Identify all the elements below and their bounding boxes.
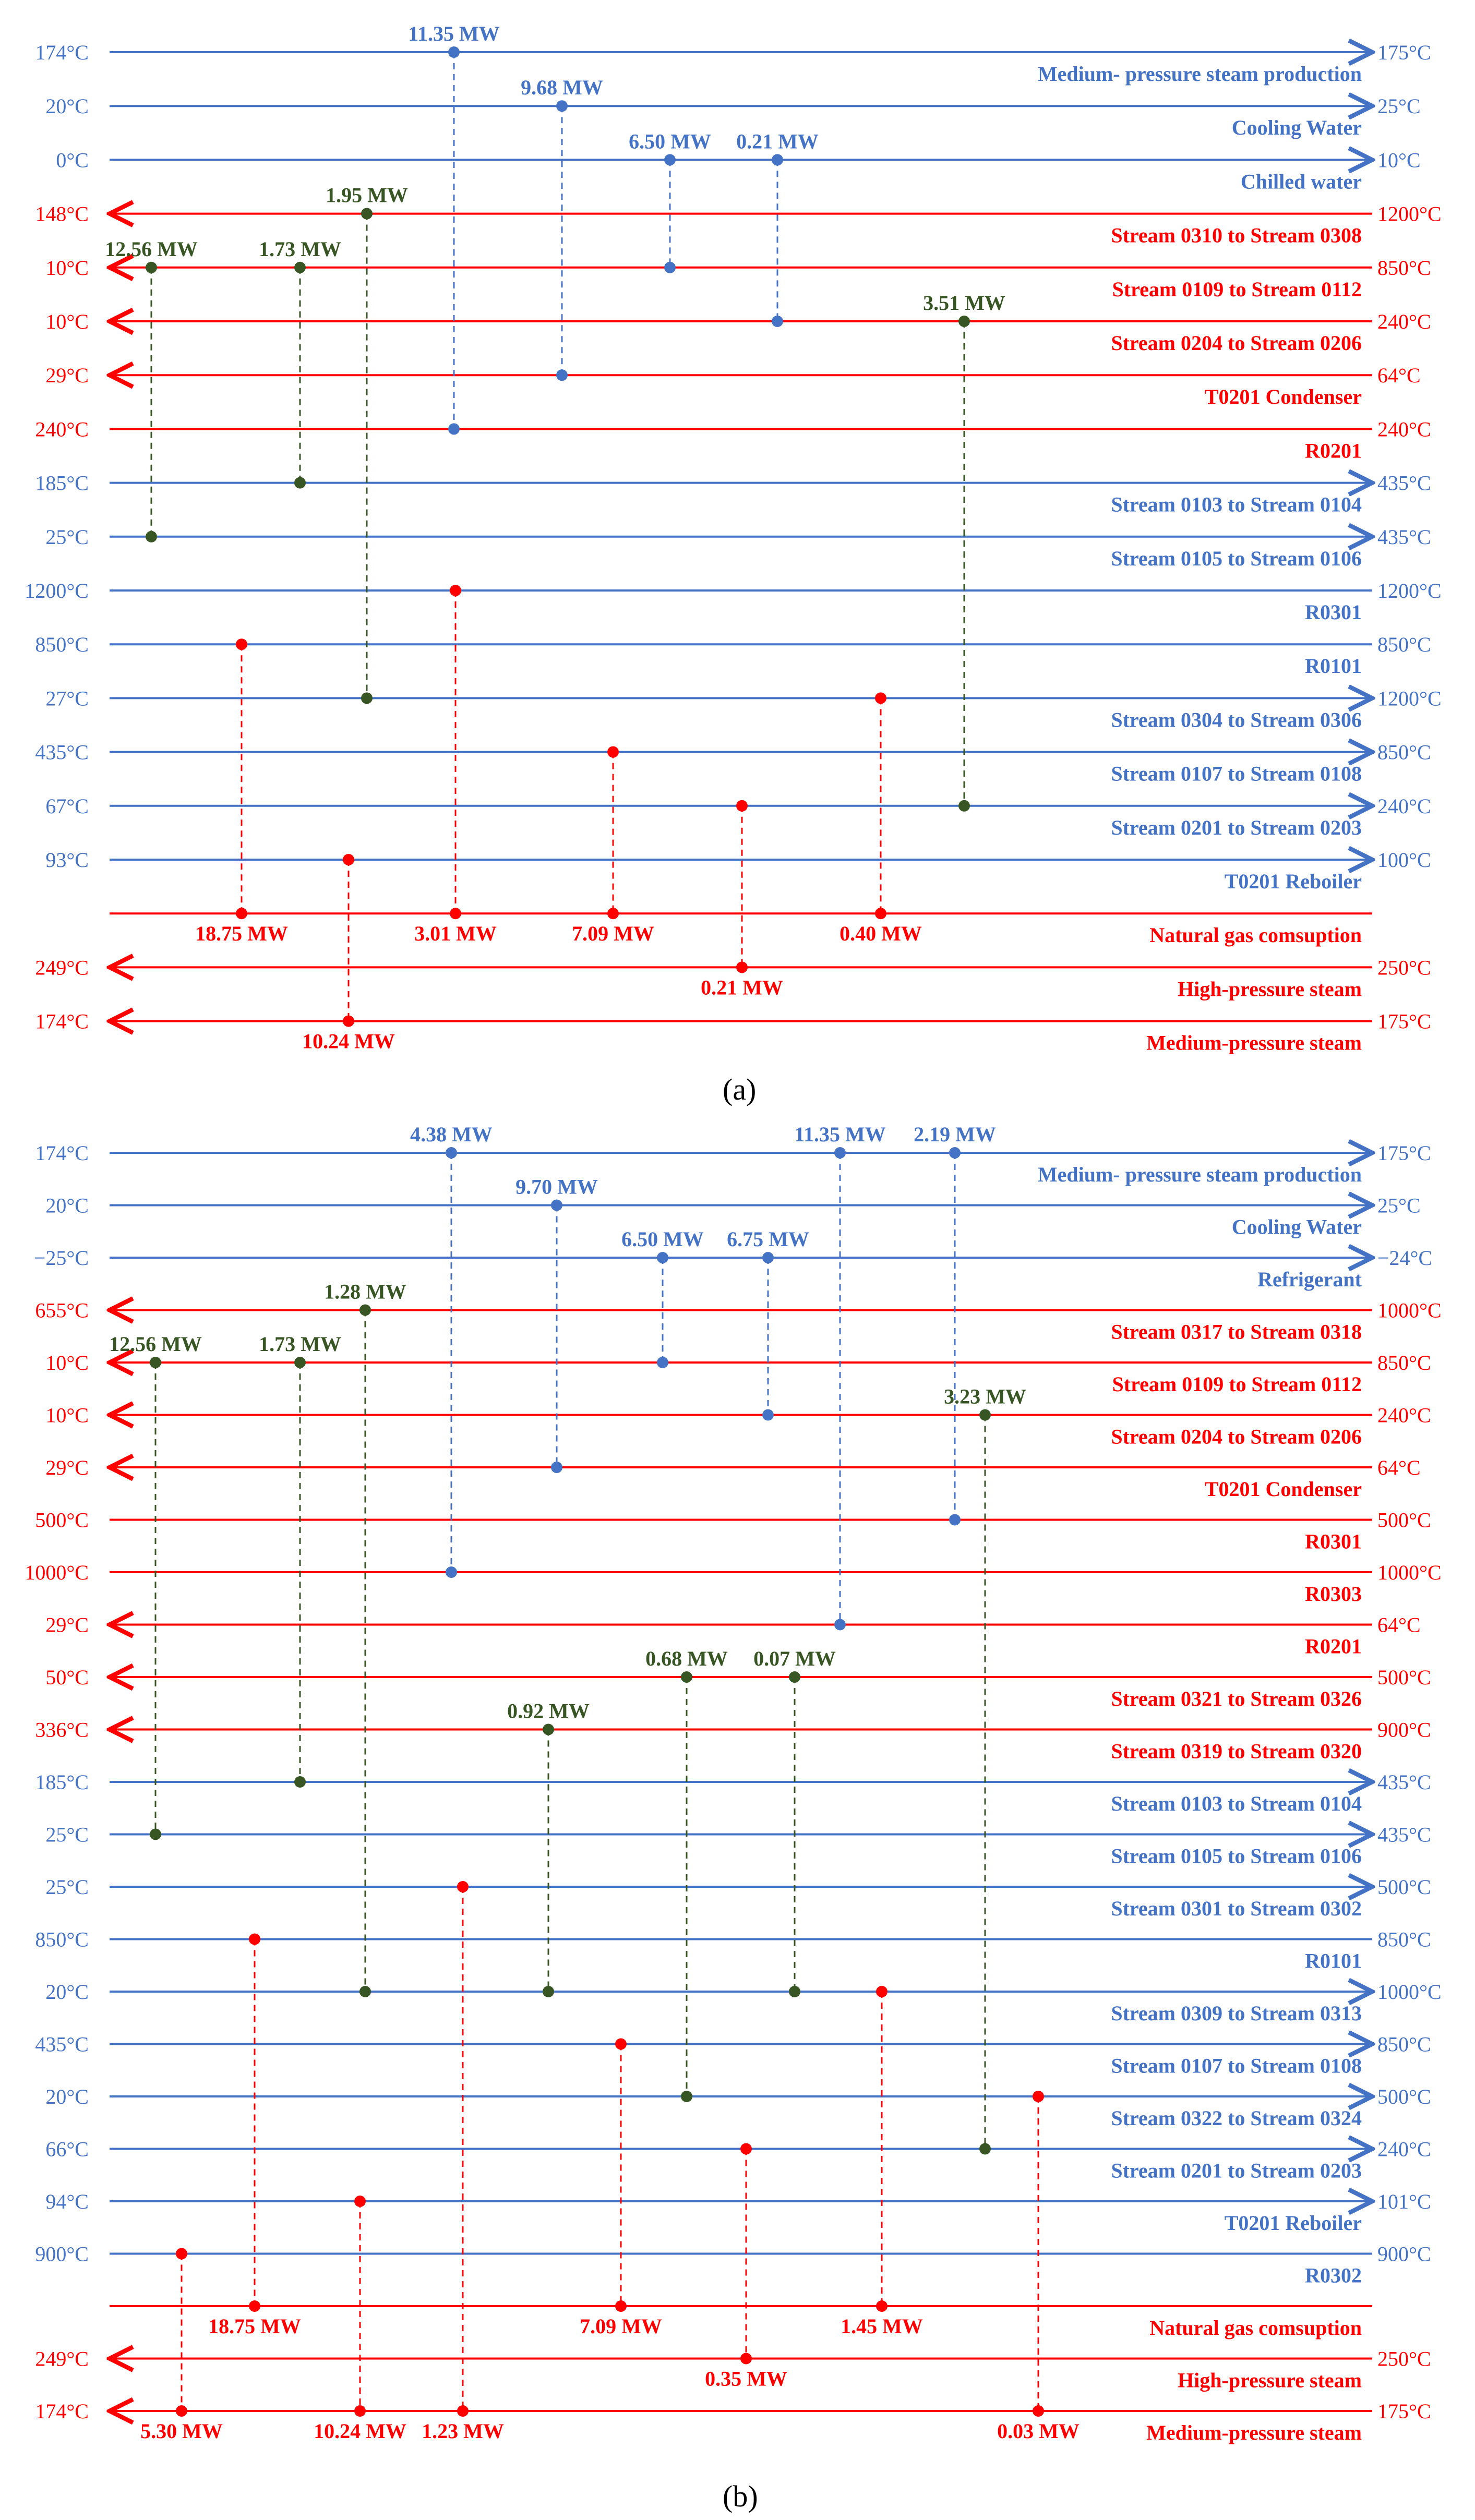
stream-name: Medium- pressure steam production [1037,1163,1362,1186]
heat-duty-label: 0.07 MW [753,1647,836,1670]
stream-inlet-temp: 249°C [35,956,89,980]
heat-duty-label: 9.70 MW [515,1175,598,1199]
heat-duty-label: 0.03 MW [997,2419,1080,2443]
stream-inlet-temp: 240°C [35,417,89,441]
stream-outlet-temp: 1000°C [1377,1298,1442,1322]
match-dot [740,2353,752,2365]
panel-a [25,22,1441,1055]
match-dot [249,2300,260,2312]
match-dot [551,1200,562,1211]
match-dot [681,1671,692,1683]
stream-inlet-temp: 10°C [45,1351,89,1374]
stream-outlet-temp: 500°C [1377,1508,1431,1532]
match-dot [450,908,461,919]
stream-name: Stream 0103 to Stream 0104 [1111,492,1362,516]
match-dot [556,369,568,381]
heat-duty-label: 18.75 MW [208,2314,301,2338]
stream-name: R0302 [1305,2263,1362,2287]
stream-inlet-temp: 1200°C [25,579,89,602]
stream-inlet-temp: 93°C [45,848,89,872]
stream-inlet-temp: 10°C [45,256,89,280]
match-dot [361,208,373,220]
match-dot [176,2248,187,2260]
stream-inlet-temp: 174°C [35,1009,89,1033]
stream-outlet-temp: 240°C [1377,417,1431,441]
stream-outlet-temp: 850°C [1377,1927,1431,1951]
heat-duty-label: 6.50 MW [621,1227,704,1251]
stream-name: High-pressure steam [1178,2368,1362,2392]
match-dot [543,1724,554,1735]
stream-outlet-temp: 850°C [1377,633,1431,657]
match-dot [294,1776,306,1788]
heat-duty-label: 3.51 MW [923,291,1005,315]
match-dot [294,477,306,489]
stream-outlet-temp: 1000°C [1377,1561,1442,1584]
stream-name: R0201 [1305,439,1362,463]
match-dot [450,585,461,596]
stream-inlet-temp: 435°C [35,740,89,764]
stream-inlet-temp: 174°C [35,41,89,64]
stream-name: Medium-pressure steam [1146,1031,1362,1055]
panel-a-label: (a) [723,1072,757,1106]
match-dot [294,1357,306,1368]
stream-name: Stream 0201 to Stream 0203 [1111,815,1362,839]
stream-outlet-temp: 435°C [1377,471,1431,495]
match-dot [343,1016,354,1027]
match-dot [1033,2405,1044,2417]
stream-name: Stream 0105 to Stream 0106 [1111,1844,1362,1868]
stream-name: Stream 0322 to Stream 0324 [1111,2106,1362,2130]
stream-inlet-temp: 20°C [45,1193,89,1217]
heat-duty-label: 7.09 MW [572,922,654,946]
stream-outlet-temp: 175°C [1377,1141,1431,1165]
stream-name: R0303 [1305,1582,1362,1606]
match-dot [359,1986,371,1997]
panel-b-label: (b) [723,2479,758,2513]
stream-name: T0201 Reboiler [1224,870,1362,893]
stream-name: R0301 [1305,600,1362,624]
stream-name: Refrigerant [1257,1268,1362,1291]
stream-inlet-temp: 174°C [35,2400,89,2423]
match-dot [979,1409,991,1421]
heat-duty-label: 11.35 MW [408,22,500,45]
match-dot [740,2143,752,2155]
stream-inlet-temp: 25°C [45,525,89,549]
stream-inlet-temp: 67°C [45,794,89,818]
heat-duty-label: 11.35 MW [794,1123,886,1146]
stream-name: R0101 [1305,654,1362,678]
match-dot [354,2196,366,2207]
match-dot [736,961,748,973]
stream-name: Stream 0204 to Stream 0206 [1111,331,1362,355]
stream-name: Stream 0201 to Stream 0203 [1111,2159,1362,2183]
stream-outlet-temp: 435°C [1377,525,1431,549]
stream-outlet-temp: 100°C [1377,848,1431,872]
match-dot [736,800,748,812]
stream-outlet-temp: −24°C [1377,1246,1433,1270]
stream-name: Stream 0321 to Stream 0326 [1111,1687,1362,1710]
stream-inlet-temp: 25°C [45,1875,89,1899]
match-dot [876,1986,888,1997]
stream-outlet-temp: 175°C [1377,1009,1431,1033]
stream-outlet-temp: 1000°C [1377,1980,1442,2004]
heat-duty-label: 7.09 MW [580,2314,662,2338]
stream-inlet-temp: 20°C [45,1980,89,2004]
heat-duty-label: 1.95 MW [326,183,408,207]
heat-duty-label: 6.50 MW [629,129,711,153]
stream-inlet-temp: 435°C [35,2032,89,2056]
stream-outlet-temp: 850°C [1377,1351,1431,1374]
match-dot [359,1305,371,1316]
heat-duty-label: 4.38 MW [410,1123,493,1146]
match-dot [361,692,373,704]
stream-name: Stream 0309 to Stream 0313 [1111,2001,1362,2025]
stream-inlet-temp: 500°C [35,1508,89,1532]
stream-inlet-temp: 25°C [45,1823,89,1847]
heat-duty-label: 18.75 MW [195,922,288,946]
heat-duty-label: 1.28 MW [324,1280,406,1304]
heat-duty-label: 0.40 MW [840,922,922,946]
stream-name: Stream 0301 to Stream 0302 [1111,1897,1362,1920]
match-dot [354,2405,366,2417]
stream-name: Cooling Water [1231,116,1362,140]
stream-inlet-temp: 850°C [35,1927,89,1951]
heat-duty-label: 12.56 MW [105,237,198,261]
panel-b [25,1123,1441,2444]
stream-name: Natural gas comsuption [1149,923,1362,947]
stream-outlet-temp: 1200°C [1377,579,1442,602]
heat-duty-label: 0.21 MW [701,975,783,999]
match-dot [249,1934,260,1945]
match-dot [457,1881,469,1892]
heat-duty-label: 5.30 MW [140,2419,223,2443]
match-dot [772,316,783,327]
stream-name: Natural gas comsuption [1149,2316,1362,2340]
match-dot [762,1409,774,1421]
heat-duty-label: 0.92 MW [507,1699,590,1723]
match-dot [446,1566,457,1578]
stream-outlet-temp: 240°C [1377,794,1431,818]
stream-inlet-temp: 27°C [45,686,89,710]
heat-duty-label: 3.01 MW [414,922,497,946]
match-dot [958,800,970,812]
stream-inlet-temp: 185°C [35,1770,89,1794]
stream-outlet-temp: 900°C [1377,1718,1431,1742]
stream-inlet-temp: 29°C [45,1456,89,1479]
match-dot [958,316,970,327]
match-dot [949,1514,961,1526]
match-dot [657,1252,668,1263]
stream-outlet-temp: 64°C [1377,1456,1421,1479]
match-dot [551,1462,562,1473]
stream-outlet-temp: 850°C [1377,256,1431,280]
stream-inlet-temp: 29°C [45,1613,89,1637]
match-dot [150,1829,161,1840]
stream-inlet-temp: 10°C [45,310,89,333]
match-dot [875,692,886,704]
match-dot [607,746,619,758]
heat-duty-label: 0.21 MW [736,129,819,153]
match-dot [657,1357,668,1368]
stream-name: Stream 0107 to Stream 0108 [1111,762,1362,786]
stream-outlet-temp: 64°C [1377,364,1421,388]
match-dot [448,46,460,58]
match-dot [448,423,460,435]
stream-outlet-temp: 1200°C [1377,686,1442,710]
stream-inlet-temp: 900°C [35,2242,89,2266]
stream-outlet-temp: 240°C [1377,2137,1431,2161]
stream-name: Stream 0107 to Stream 0108 [1111,2054,1362,2078]
stream-name: R0201 [1305,1634,1362,1658]
stream-inlet-temp: 336°C [35,1718,89,1742]
stream-outlet-temp: 25°C [1377,1193,1421,1217]
stream-name: T0201 Reboiler [1224,2211,1362,2235]
match-dot [789,1671,800,1683]
match-dot [146,262,157,273]
stream-outlet-temp: 240°C [1377,1403,1431,1427]
stream-inlet-temp: 10°C [45,1403,89,1427]
heat-duty-label: 0.35 MW [705,2367,787,2391]
heat-duty-label: 10.24 MW [302,1029,395,1053]
stream-outlet-temp: 175°C [1377,2400,1431,2423]
match-dot [607,908,619,919]
match-dot [457,2405,469,2417]
stream-outlet-temp: 240°C [1377,310,1431,333]
stream-outlet-temp: 250°C [1377,2347,1431,2371]
stream-name: Stream 0109 to Stream 0112 [1112,1372,1362,1396]
match-dot [446,1147,457,1159]
stream-outlet-temp: 101°C [1377,2190,1431,2213]
stream-inlet-temp: 174°C [35,1141,89,1165]
stream-inlet-temp: 94°C [45,2190,89,2213]
match-dot [875,908,886,919]
heat-duty-label: 10.24 MW [314,2419,406,2443]
stream-name: High-pressure steam [1178,977,1362,1001]
match-dot [150,1357,161,1368]
stream-name: R0301 [1305,1529,1362,1553]
match-dot [1033,2091,1044,2102]
stream-outlet-temp: 850°C [1377,740,1431,764]
match-dot [876,2300,888,2312]
stream-name: Stream 0317 to Stream 0318 [1111,1320,1362,1344]
stream-outlet-temp: 175°C [1377,41,1431,64]
stream-name: Stream 0105 to Stream 0106 [1111,546,1362,570]
match-dot [762,1252,774,1263]
match-dot [236,638,247,650]
stream-inlet-temp: 20°C [45,2085,89,2108]
match-dot [664,262,676,273]
stream-inlet-temp: −25°C [33,1246,89,1270]
stream-inlet-temp: 148°C [35,202,89,226]
stream-inlet-temp: 50°C [45,1666,89,1689]
stream-inlet-temp: 0°C [56,148,89,172]
stream-outlet-temp: 25°C [1377,94,1421,118]
match-dot [681,2091,692,2102]
stream-outlet-temp: 500°C [1377,1875,1431,1899]
stream-outlet-temp: 10°C [1377,148,1421,172]
stream-inlet-temp: 655°C [35,1298,89,1322]
heat-duty-label: 1.73 MW [259,1332,341,1356]
match-dot [664,154,676,165]
heat-duty-label: 2.19 MW [914,1123,996,1146]
match-dot [949,1147,961,1159]
stream-name: Stream 0109 to Stream 0112 [1112,277,1362,301]
stream-name: T0201 Condenser [1204,1477,1362,1501]
stream-outlet-temp: 850°C [1377,2032,1431,2056]
stream-name: Stream 0204 to Stream 0206 [1111,1425,1362,1449]
match-dot [343,854,354,865]
heat-duty-label: 6.75 MW [727,1227,809,1251]
match-dot [789,1986,800,1997]
stream-name: Stream 0319 to Stream 0320 [1111,1739,1362,1763]
match-dot [146,531,157,542]
stream-inlet-temp: 185°C [35,471,89,495]
stream-name: Medium- pressure steam production [1037,62,1362,86]
match-dot [294,262,306,273]
match-dot [543,1986,554,1997]
stream-name: Stream 0304 to Stream 0306 [1111,708,1362,732]
heat-duty-label: 0.68 MW [645,1647,728,1670]
stream-inlet-temp: 249°C [35,2347,89,2371]
match-dot [834,1619,846,1631]
match-dot [176,2405,187,2417]
stream-inlet-temp: 66°C [45,2137,89,2161]
stream-name: Stream 0310 to Stream 0308 [1111,223,1362,247]
stream-inlet-temp: 29°C [45,364,89,388]
stream-outlet-temp: 1200°C [1377,202,1442,226]
stream-name: T0201 Condenser [1204,385,1362,409]
match-dot [615,2039,627,2050]
match-dot [615,2300,627,2312]
stream-outlet-temp: 435°C [1377,1770,1431,1794]
stream-inlet-temp: 1000°C [25,1561,89,1584]
stream-outlet-temp: 500°C [1377,2085,1431,2108]
heat-duty-label: 3.23 MW [944,1384,1026,1408]
stream-name: R0101 [1305,1949,1362,1973]
match-dot [834,1147,846,1159]
stream-inlet-temp: 20°C [45,94,89,118]
heat-duty-label: 12.56 MW [109,1332,202,1356]
match-dot [979,2143,991,2155]
stream-outlet-temp: 435°C [1377,1823,1431,1847]
heat-duty-label: 1.23 MW [422,2419,504,2443]
stream-outlet-temp: 900°C [1377,2242,1431,2266]
stream-outlet-temp: 64°C [1377,1613,1421,1637]
stream-outlet-temp: 250°C [1377,956,1431,980]
stream-inlet-temp: 850°C [35,633,89,657]
stream-name: Stream 0103 to Stream 0104 [1111,1792,1362,1815]
match-dot [236,908,247,919]
stream-name: Chilled water [1240,170,1362,194]
stream-outlet-temp: 500°C [1377,1666,1431,1689]
match-dot [556,100,568,112]
heat-duty-label: 1.73 MW [259,237,341,261]
stream-name: Cooling Water [1231,1215,1362,1239]
heat-duty-label: 1.45 MW [841,2314,923,2338]
match-dot [772,154,783,165]
heat-duty-label: 9.68 MW [521,76,603,100]
stream-name: Medium-pressure steam [1146,2421,1362,2444]
